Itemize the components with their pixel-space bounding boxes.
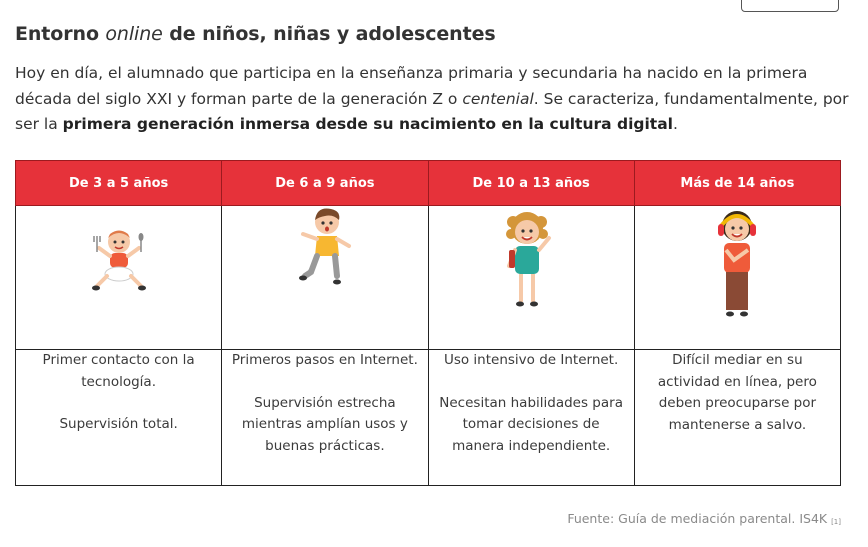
column-header-14-plus: Más de 14 años xyxy=(634,161,840,206)
description-text: Primeros pasos en Internet. xyxy=(231,352,418,368)
teen-with-headphones-icon xyxy=(712,206,762,322)
intro-paragraph: Hoy en día, el alumnado que participa en la enseñanza primaria y secundaria ha nacido en la primera década del siglo XXI y forman parte de la generación Z o centenial. Se caracteriza, fundamentalmente, por ser la primera generación inmersa desde su nacimiento en la cultura digital. xyxy=(15,64,849,133)
description-text: Supervisión total. xyxy=(59,416,178,432)
description-cell-6-9 xyxy=(222,350,428,486)
illustration-cell-6-9 xyxy=(222,206,428,350)
top-button[interactable] xyxy=(741,0,839,12)
curly-girl-waving-icon xyxy=(501,206,561,312)
description-text: Supervisión estrecha mientras amplían usos y buenas prácticas. xyxy=(241,394,408,454)
description-text: Necesitan habilidades para tomar decisiones de manera independiente. xyxy=(439,394,623,454)
description-cell-14-plus xyxy=(634,350,840,486)
column-header-3-5: De 3 a 5 años xyxy=(16,161,222,206)
description-cell-3-5 xyxy=(16,350,222,486)
column-header-10-13: De 10 a 13 años xyxy=(428,161,634,206)
description-text: Difícil mediar en su actividad en línea, pero deben preocuparse por mantenerse a salvo. xyxy=(657,352,817,433)
source-caption: Fuente: Guía de mediación parental. IS4K [1] xyxy=(567,511,841,526)
age-stages-table xyxy=(15,160,841,486)
illustration-cell-14-plus xyxy=(634,206,840,350)
baby-with-cutlery-icon xyxy=(87,228,151,298)
description-cell-10-13 xyxy=(428,350,634,486)
column-header-6-9: De 6 a 9 años xyxy=(222,161,428,206)
illustration-cell-10-13 xyxy=(428,206,634,350)
reference-link[interactable]: [1] xyxy=(831,518,841,526)
illustration-cell-3-5 xyxy=(16,206,222,350)
description-text: Uso intensivo de Internet. xyxy=(443,352,619,368)
running-boy-icon xyxy=(297,206,353,292)
section-heading: Entorno online de niños, niñas y adolescentes xyxy=(15,23,496,45)
description-text: Primer contacto con la tecnología. xyxy=(42,352,195,390)
